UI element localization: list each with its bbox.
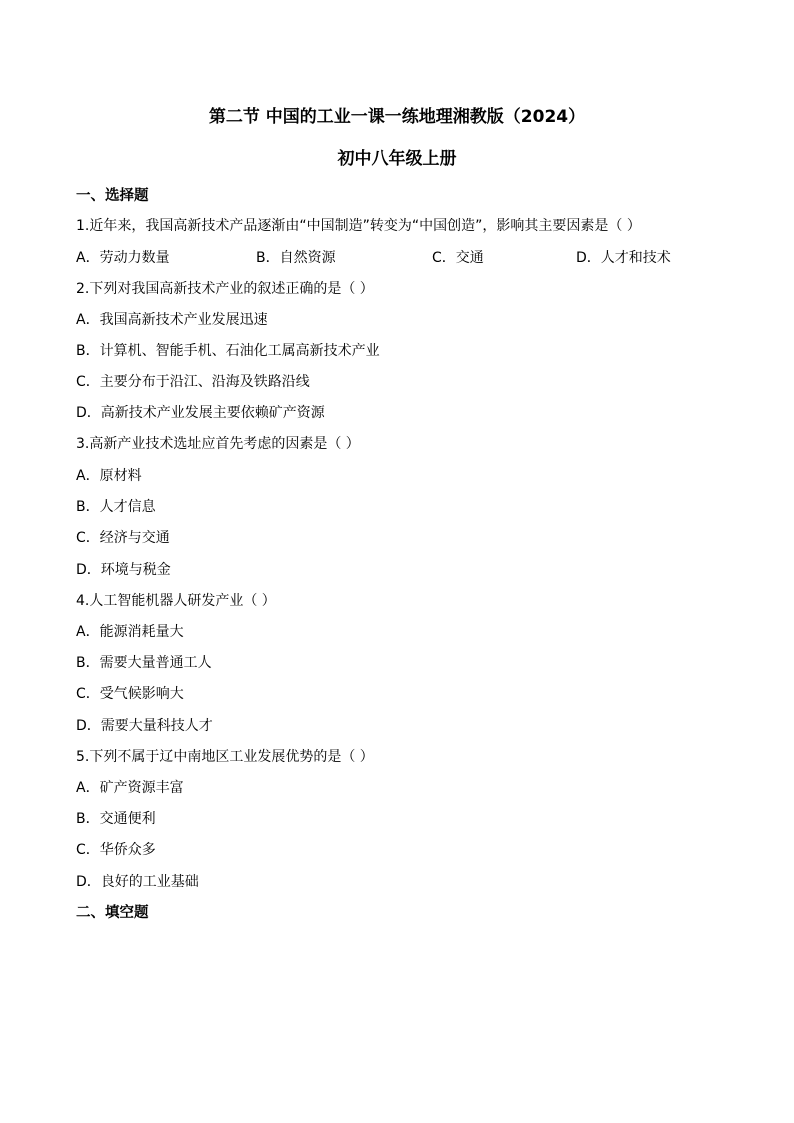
question-2-stem: 2.下列对我国高新技术产业的叙述正确的是（ ） bbox=[76, 281, 374, 297]
question-1-stem: 1.近年来，我国高新技术产品逐渐由“中国制造”转变为“中国创造”，影响其主要因素是（ ） bbox=[76, 218, 641, 234]
page-subtitle: 初中八年级上册 bbox=[337, 149, 457, 169]
question-5-option-c: C．华侨众多 bbox=[76, 842, 156, 858]
page-title: 第二节 中国的工业一课一练地理湘教版（2024） bbox=[208, 107, 586, 127]
question-3-option-a: A．原材料 bbox=[76, 468, 142, 484]
section-heading-choice: 一、选择题 bbox=[76, 188, 149, 204]
question-3-option-c: C．经济与交通 bbox=[76, 530, 170, 546]
question-5-option-b: B．交通便利 bbox=[76, 811, 156, 827]
question-3-option-d: D．环境与税金 bbox=[76, 562, 171, 578]
question-2-option-a: A．我国高新技术产业发展迅速 bbox=[76, 312, 268, 328]
question-2-option-b: B．计算机、智能手机、石油化工属高新技术产业 bbox=[76, 343, 380, 359]
question-1-option-b: B．自然资源 bbox=[256, 250, 336, 266]
question-5-stem: 5.下列不属于辽中南地区工业发展优势的是（ ） bbox=[76, 749, 374, 765]
question-3-stem: 3.高新产业技术选址应首先考虑的因素是（ ） bbox=[76, 436, 360, 452]
question-5-option-a: A．矿产资源丰富 bbox=[76, 780, 184, 796]
question-5-option-d: D．良好的工业基础 bbox=[76, 874, 199, 890]
question-4-option-c: C．受气候影响大 bbox=[76, 686, 184, 702]
question-3-option-b: B．人才信息 bbox=[76, 499, 156, 515]
question-4-stem: 4.人工智能机器人研发产业（ ） bbox=[76, 593, 276, 609]
question-1-option-c: C．交通 bbox=[432, 250, 484, 266]
question-2-option-d: D．高新技术产业发展主要依赖矿产资源 bbox=[76, 405, 325, 421]
question-2-option-c: C．主要分布于沿江、沿海及铁路沿线 bbox=[76, 374, 310, 390]
question-4-option-d: D．需要大量科技人才 bbox=[76, 718, 213, 734]
question-4-option-a: A．能源消耗量大 bbox=[76, 624, 184, 640]
question-1-option-d: D．人才和技术 bbox=[576, 250, 671, 266]
question-1-option-a: A．劳动力数量 bbox=[76, 250, 170, 266]
section-heading-fill: 二、填空题 bbox=[76, 905, 149, 921]
question-4-option-b: B．需要大量普通工人 bbox=[76, 655, 212, 671]
